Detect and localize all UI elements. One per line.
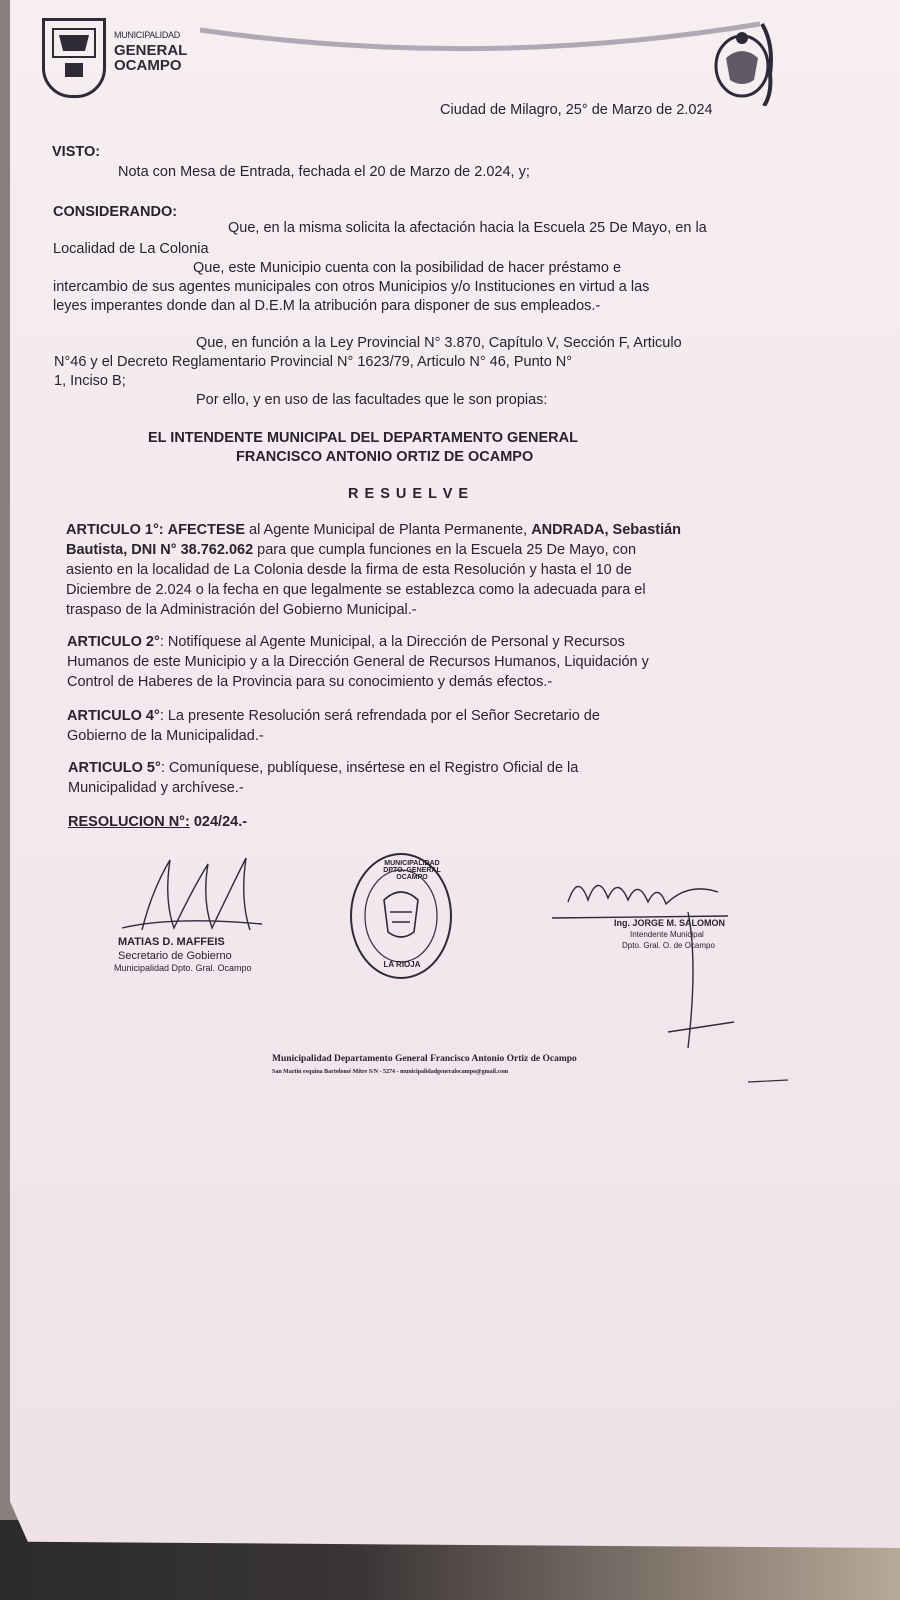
- article-2-line-1: [67, 632, 625, 653]
- article-4-text: : La presente Resolución será refrendada por el Señor Secretario de: [159, 708, 600, 724]
- stray-mark-icon: [748, 1076, 788, 1086]
- article-1-line-4: Diciembre de 2.024 o la fecha en que legalmente se establezca como la adecuada para el: [66, 582, 646, 598]
- municipality-logo-icon: [42, 18, 106, 98]
- article-4-line-1: [67, 706, 600, 727]
- article-1-label: ARTICULO 1°:: [66, 522, 164, 538]
- logo-line-1: MUNICIPALIDAD: [114, 30, 180, 40]
- visto-text: Nota con Mesa de Entrada, fechada el 20 de Marzo de 2.024, y;: [118, 164, 530, 180]
- considerando-line: Que, este Municipio cuenta con la posibilidad de hacer préstamo e: [193, 260, 622, 276]
- considerando-line: intercambio de sus agentes municipales con otros Municipios y/o Instituciones en virtud a las: [53, 279, 650, 295]
- resuelve-heading: R E S U E L V E: [348, 486, 470, 502]
- signature-left-role: Secretario de Gobierno: [118, 950, 232, 962]
- footer-line-2: San Martín esquina Bartolomé Mitre S/N - 5274 - municipalidadgeneralocampo@gmail.com: [272, 1069, 509, 1075]
- signature-right-org: Dpto. Gral. O. de Ocampo: [622, 941, 715, 950]
- article-2-label: ARTICULO 2°: [67, 634, 160, 650]
- stamp-bottom-text: LA RIOJA: [383, 960, 421, 969]
- stamp-ring-text: MUNICIPALIDAD DPTO. GENERAL OCAMPO: [383, 860, 441, 881]
- considerando-line: Que, en función a la Ley Provincial N° 3.870, Capítulo V, Sección F, Articulo: [196, 335, 682, 351]
- article-1-text: al Agente Municipal de Planta Permanente,: [249, 522, 528, 538]
- article-1-name: ANDRADA, Sebastián: [531, 522, 682, 538]
- provincial-seal-icon: [712, 14, 782, 106]
- considerando-line: 1, Inciso B;: [54, 373, 126, 389]
- article-2-line-3: Control de Haberes de la Provincia para su conocimiento y demás efectos.-: [67, 674, 553, 690]
- article-2-text: : Notifíquese al Agente Municipal, a la Dirección de Personal y Recursos: [159, 634, 625, 650]
- authority-line-1: EL INTENDENTE MUNICIPAL DEL DEPARTAMENTO GENERAL: [148, 430, 578, 446]
- article-5-label: ARTICULO 5°: [68, 760, 161, 776]
- logo-line-2: GENERAL: [114, 42, 188, 59]
- signature-left-name: MATIAS D. MAFFEIS: [118, 936, 225, 948]
- article-1-line-5: traspaso de la Administración del Gobierno Municipal.-: [66, 602, 417, 618]
- article-4-line-2: Gobierno de la Municipalidad.-: [67, 728, 264, 744]
- article-2-line-2: Humanos de este Municipio y a la Dirección General de Recursos Humanos, Liquidación y: [67, 654, 649, 670]
- resolucion-number: [68, 812, 247, 833]
- considerando-line: Por ello, y en uso de las facultades que le son propias:: [196, 392, 548, 408]
- article-1-line-3: asiento en la localidad de La Colonia desde la firma de esta Resolución y hasta el 10 de: [66, 562, 632, 578]
- article-1-text: para que cumpla funciones en la Escuela 25 De Mayo, con: [257, 542, 637, 558]
- considerando-line: leyes imperantes donde dan al D.E.M la atribución para disponer de sus empleados.-: [53, 298, 601, 314]
- date-line: Ciudad de Milagro, 25° de Marzo de 2.024: [440, 102, 713, 118]
- signature-right-icon: [548, 872, 748, 1052]
- municipal-stamp: [346, 850, 456, 984]
- article-5-line-1: [68, 758, 578, 779]
- article-1-verb: AFECTESE: [167, 522, 246, 538]
- article-1-line-2: [66, 540, 636, 561]
- article-5-text: : Comuníquese, publíquese, insértese en el Registro Oficial de la: [160, 760, 579, 776]
- logo-text: [114, 28, 187, 73]
- considerando-line: Localidad de La Colonia: [53, 241, 209, 257]
- signature-right-role: Intendente Municipal: [630, 930, 704, 939]
- authority-line-2: FRANCISCO ANTONIO ORTIZ DE OCAMPO: [236, 449, 534, 465]
- signature-left-icon: [112, 850, 272, 940]
- article-1-line-1: [66, 520, 736, 541]
- article-4-label: ARTICULO 4°: [67, 708, 160, 724]
- footer-line-1: Municipalidad Departamento General Francisco Antonio Ortiz de Ocampo: [272, 1054, 577, 1064]
- considerando-heading: CONSIDERANDO:: [53, 204, 178, 220]
- considerando-line: Que, en la misma solicita la afectación hacia la Escuela 25 De Mayo, en la: [228, 220, 707, 236]
- signature-left-org: Municipalidad Dpto. Gral. Ocampo: [114, 963, 252, 973]
- resolucion-label: RESOLUCION N°:: [68, 814, 190, 830]
- logo-line-3: OCAMPO: [114, 57, 182, 74]
- header-swoosh-icon: [200, 18, 760, 58]
- resolucion-value: 024/24.-: [193, 814, 248, 830]
- signature-right-name: Ing. JORGE M. SALOMON: [614, 918, 726, 928]
- considerando-line: N°46 y el Decreto Reglamentario Provincial N° 1623/79, Articulo N° 46, Punto N°: [54, 354, 573, 370]
- article-1-name-dni: Bautista, DNI N° 38.762.062: [66, 542, 254, 558]
- article-5-line-2: Municipalidad y archívese.-: [68, 780, 244, 796]
- visto-heading: VISTO:: [52, 144, 101, 160]
